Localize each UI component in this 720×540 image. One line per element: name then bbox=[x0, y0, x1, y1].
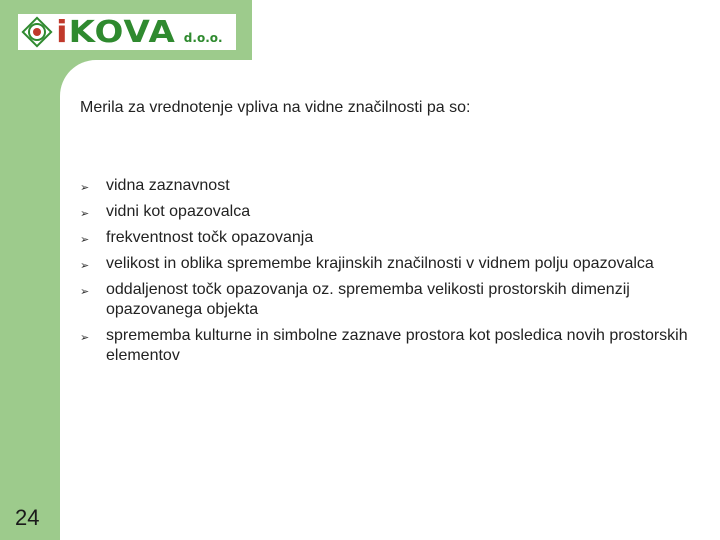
bullet-item bbox=[80, 280, 705, 320]
logo-letters: KOVA bbox=[68, 14, 176, 51]
arrowhead-bullet-icon: ➢ bbox=[80, 182, 90, 194]
bullet-item bbox=[80, 176, 705, 196]
bullet-text: oddaljenost točk opazovanja oz. sprememba velikosti prostorskih dimenzij opazovanega objekta bbox=[106, 281, 630, 318]
company-logo bbox=[18, 14, 236, 50]
bullet-item bbox=[80, 202, 705, 222]
arrowhead-bullet-icon: ➢ bbox=[80, 332, 90, 344]
bullet-item bbox=[80, 254, 705, 274]
bullet-text: sprememba kulturne in simbolne zaznave prostora kot posledica novih prostorskih elementov bbox=[106, 327, 688, 364]
bullet-item bbox=[80, 326, 705, 366]
arrowhead-bullet-icon: ➢ bbox=[80, 208, 90, 220]
bullet-text: vidni kot opazovalca bbox=[106, 203, 251, 220]
logo-suffix: d.o.o. bbox=[183, 31, 223, 45]
arrowhead-bullet-icon: ➢ bbox=[80, 234, 90, 246]
bullet-text: frekventnost točk opazovanja bbox=[106, 229, 314, 246]
logo-letter-i: i bbox=[56, 14, 69, 51]
arrowhead-bullet-icon: ➢ bbox=[80, 286, 90, 298]
bullet-list bbox=[80, 176, 705, 372]
bullet-text: velikost in oblika spremembe krajinskih značilnosti v vidnem polju opazovalca bbox=[106, 255, 654, 272]
bullet-text: vidna zaznavnost bbox=[106, 177, 230, 194]
page-number: 24 bbox=[15, 505, 40, 530]
bullet-item bbox=[80, 228, 705, 248]
slide-title: Merila za vrednotenje vpliva na vidne značilnosti pa so: bbox=[80, 99, 471, 116]
arrowhead-bullet-icon: ➢ bbox=[80, 260, 90, 272]
left-green-band bbox=[0, 0, 60, 540]
logo-emblem-icon bbox=[20, 15, 54, 49]
logo-wordmark bbox=[56, 14, 176, 51]
